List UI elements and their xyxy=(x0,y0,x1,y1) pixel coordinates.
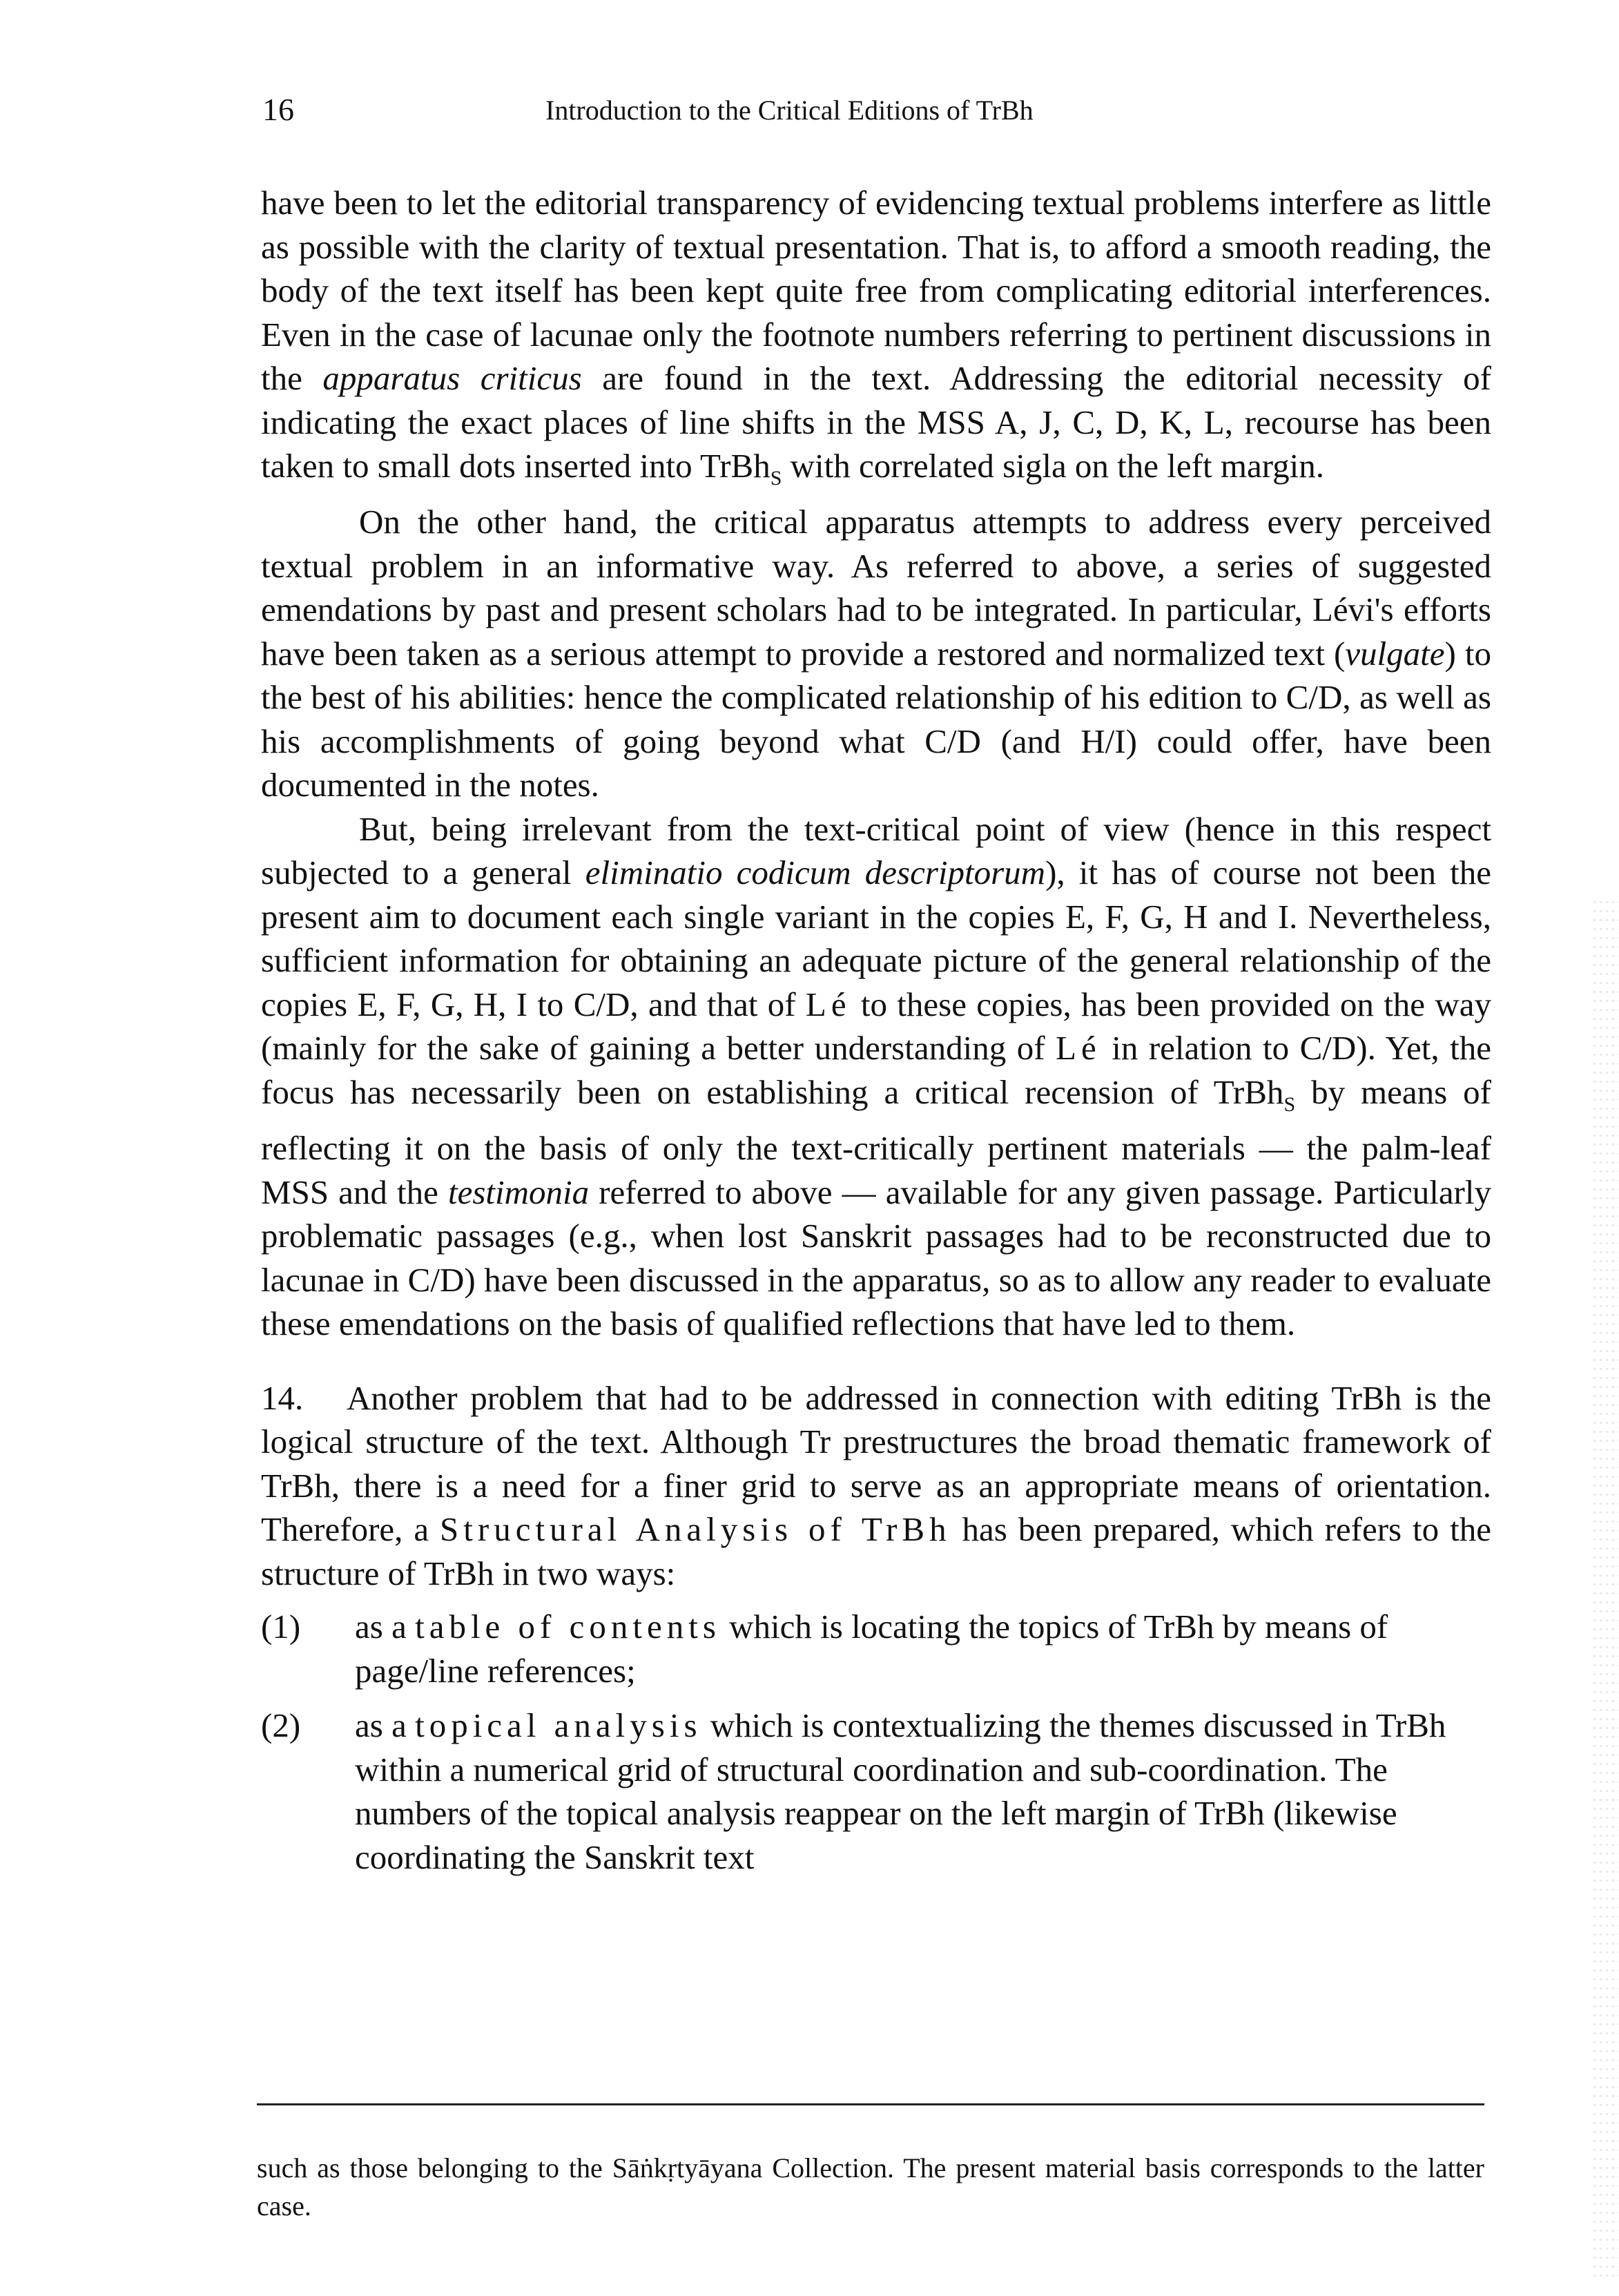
p3-italic-testimonia: testimonia xyxy=(447,1173,590,1211)
footnote: such as those belonging to the Sāṅkṛtyāyana Collection. The present material basis corresponds to the latter case. xyxy=(257,2152,1484,2221)
p1-italic: apparatus criticus xyxy=(322,359,582,397)
p1-tail: with correlated sigla on the left margin. xyxy=(782,447,1325,485)
list-item-term: table of contents xyxy=(415,1608,721,1646)
list-item-number: (1) xyxy=(261,1608,301,1646)
p3-subscript: S xyxy=(1283,1092,1296,1116)
section-number: 14. xyxy=(261,1378,304,1417)
paragraph-14 xyxy=(261,1376,1491,1596)
footnote-divider xyxy=(257,2103,1484,2105)
p1-text-end: are found in the text. Addressing the editorial necessity of indicating the exact places of line shifts in the MSS A, J, C, D, K, L, recourse has been taken to small dots inserted into TrBh xyxy=(261,359,1491,485)
p3-text-a: ), it has of course not been the present aim to document each single variant in the copies E, F, G, H and I. Nevertheless, sufficient information for obtaining an adequate picture of the general relationship of the copies E, F, G, H, I to C/D, and that of xyxy=(261,853,1491,1023)
list-item xyxy=(261,1605,1491,1692)
running-head: Introduction to the Critical Editions of TrBh xyxy=(545,95,1034,126)
structural-analysis-list xyxy=(261,1605,1491,1879)
p3-text-d: by means of reflecting it on the basis of only the text-critically pertinent materials — the palm-leaf MSS and the xyxy=(261,1072,1491,1211)
list-item-pre: as a xyxy=(355,1706,416,1745)
list-item-text: which is contextualizing the themes discussed in TrBh within a numerical grid of structural coordination and sub-coordination. The numbers of the topical analysis reappear on the left margin of TrBh (likewise coordinating the Sanskrit text xyxy=(355,1706,1446,1876)
p3-sigla-le-1: Lé xyxy=(805,985,851,1023)
p4-text-end: has been prepared, which refers to the structure of TrBh in two ways: xyxy=(261,1510,1491,1592)
p4-text: Another problem that had to be addressed in connection with editing TrBh is the logical structure of the text. Although Tr prestructures the broad thematic framework of TrBh, there is a need for a finer grid to serve as an appropriate means of orientation. Therefore, a xyxy=(261,1378,1491,1549)
list-item-number: (2) xyxy=(261,1706,301,1745)
paragraph-continued xyxy=(261,181,1491,500)
p2-italic: vulgate xyxy=(1345,634,1445,673)
p3-sigla-le-2: Lé xyxy=(1056,1029,1101,1068)
p2-text-end: ) to the best of his abilities: hence the complicated relationship of his edition to C/D, as well as his accomplishments of going beyond what C/D (and H/I) could offer, have been documented in the notes. xyxy=(261,634,1492,804)
p3-italic: eliminatio codicum descriptorum xyxy=(585,853,1046,892)
p4-spaced-title: Structural Analysis of TrBh xyxy=(440,1510,951,1549)
p3-text: But, being irrelevant from the text-critical point of view (hence in this respect subjected to a general xyxy=(261,809,1491,892)
p3-text-b: to these copies, has been provided on the way (mainly for the sake of gaining a better understanding of xyxy=(261,985,1491,1068)
paragraph-critical-apparatus xyxy=(261,500,1491,807)
list-item-pre: as a xyxy=(355,1608,416,1646)
page-number: 16 xyxy=(262,92,294,127)
scan-margin-noise xyxy=(1591,898,1619,2279)
paragraph-variants xyxy=(261,807,1491,1346)
p1-subscript: S xyxy=(770,466,782,490)
p1-text: have been to let the editorial transparency of evidencing textual problems interfere as little as possible with the clarity of textual presentation. That is, to afford a smooth reading, the body of the text itself has been kept quite free from complicating editorial interferences. Even in the case of lacunae only the footnote numbers referring to pertinent discussions in the xyxy=(261,184,1491,397)
p3-text-c: in relation to C/D). Yet, the focus has necessarily been on establishing a critical recension of TrBh xyxy=(261,1029,1491,1111)
list-item xyxy=(261,1704,1491,1879)
p2-text: On the other hand, the critical apparatus attempts to address every perceived textual problem in an informative way. As referred to above, a series of suggested emendations by past and present scholars had to be integrated. In particular, Lévi's efforts have been taken as a serious attempt to provide a restored and normalized text ( xyxy=(261,503,1491,673)
main-text xyxy=(261,181,1491,1890)
p3-text-e: referred to above — available for any given passage. Particularly problematic passages (e.g., when lost Sanskrit passages had to be reconstructed due to lacunae in C/D) have been discussed in the apparatus, so as to allow any reader to evaluate these emendations on the basis of qualified reflections that have led to them. xyxy=(261,1173,1491,1343)
page-header xyxy=(262,91,1484,139)
list-item-text: which is locating the topics of TrBh by means of page/line references; xyxy=(355,1608,1388,1690)
list-item-term: topical analysis xyxy=(415,1706,702,1745)
